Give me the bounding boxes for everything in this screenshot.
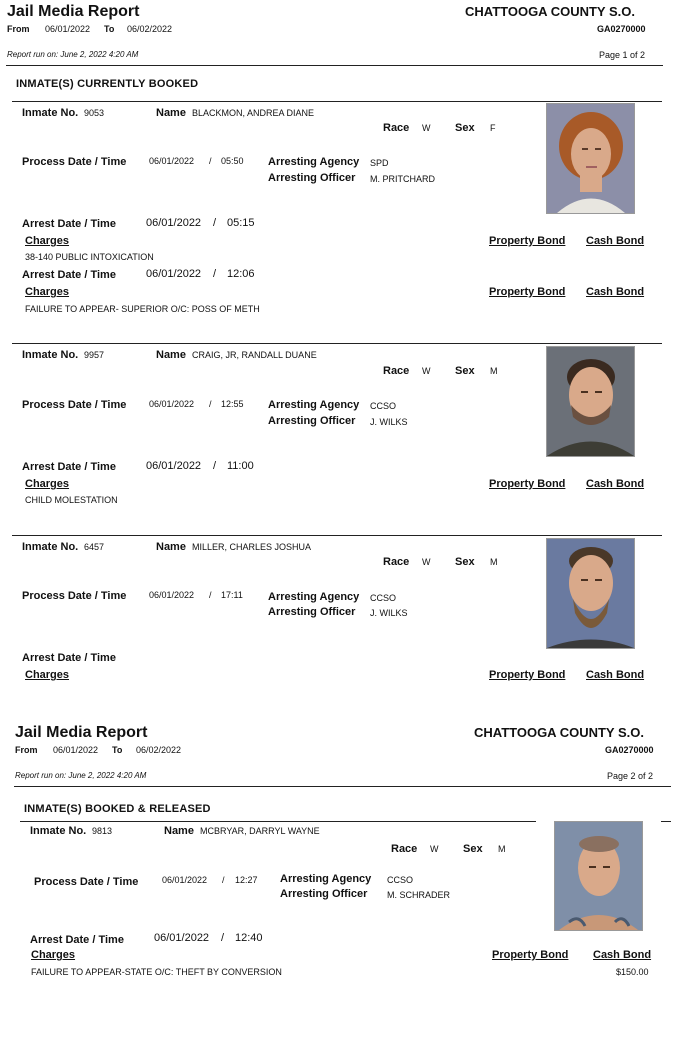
race-label: Race (383, 556, 410, 568)
inmate-name: MCBRYAR, DARRYL WAYNE (200, 826, 320, 836)
arresting-agency-label: Arresting Agency (268, 591, 360, 603)
name-label: Name (156, 541, 186, 553)
divider (20, 821, 536, 822)
agency-name: CHATTOOGA COUNTY S.O. (474, 725, 644, 740)
name-label: Name (164, 825, 194, 837)
to-date: 06/02/2022 (127, 24, 173, 34)
arrest-date: 06/01/2022 (154, 932, 210, 944)
arresting-agency-label: Arresting Agency (268, 399, 360, 411)
sex-value: M (498, 844, 506, 854)
cash-bond-label: Cash Bond (586, 478, 645, 490)
agency-name: CHATTOOGA COUNTY S.O. (465, 4, 635, 19)
cash-bond-label: Cash Bond (586, 669, 645, 681)
agency-code: GA0270000 (597, 24, 646, 34)
arrest-label: Arrest Date / Time (22, 652, 116, 664)
sex-value: M (490, 557, 498, 567)
arresting-officer-label: Arresting Officer (280, 888, 368, 900)
race-label: Race (391, 843, 418, 855)
race-value: W (422, 366, 431, 376)
inmate-no-label: Inmate No. (22, 107, 79, 119)
property-bond-label: Property Bond (492, 949, 569, 961)
sex-value: M (490, 366, 498, 376)
mugshot-photo (554, 821, 643, 931)
slash: / (209, 590, 212, 600)
divider (12, 101, 662, 102)
charges-label: Charges (31, 949, 76, 961)
to-label: To (104, 24, 115, 34)
name-label: Name (156, 107, 186, 119)
arrest-time: 12:40 (235, 932, 263, 944)
cash-bond-label: Cash Bond (586, 235, 645, 247)
cash-bond-label: Cash Bond (586, 286, 645, 298)
name-label: Name (156, 349, 186, 361)
report-run-on: Report run on: June 2, 2022 4:20 AM (15, 771, 147, 780)
sex-label: Sex (455, 556, 475, 568)
slash: / (209, 156, 212, 166)
race-value: W (422, 557, 431, 567)
arresting-agency-label: Arresting Agency (280, 873, 372, 885)
section-heading: INMATE(S) BOOKED & RELEASED (24, 803, 211, 815)
arrest-label: Arrest Date / Time (22, 218, 116, 230)
process-date: 06/01/2022 (162, 875, 208, 885)
property-bond-label: Property Bond (489, 669, 566, 681)
section-heading: INMATE(S) CURRENTLY BOOKED (16, 78, 199, 90)
process-date: 06/01/2022 (149, 590, 195, 600)
property-bond-label: Property Bond (489, 478, 566, 490)
slash: / (213, 268, 217, 280)
process-time: 17:11 (221, 590, 243, 600)
property-bond-label: Property Bond (489, 286, 566, 298)
sex-value: F (490, 123, 496, 133)
inmate-name: MILLER, CHARLES JOSHUA (192, 542, 312, 552)
process-label: Process Date / Time (22, 156, 127, 168)
to-label: To (112, 745, 123, 755)
process-time: 05:50 (221, 156, 244, 166)
report-run-on: Report run on: June 2, 2022 4:20 AM (7, 50, 139, 59)
arresting-officer: M. PRITCHARD (370, 174, 435, 184)
page-number: Page 1 of 2 (599, 50, 646, 60)
race-label: Race (383, 122, 410, 134)
arresting-agency: CCSO (370, 593, 397, 603)
process-time: 12:27 (235, 875, 258, 885)
mugshot-photo (546, 103, 635, 214)
sex-label: Sex (463, 843, 483, 855)
inmate-no: 6457 (84, 542, 105, 552)
arresting-agency-label: Arresting Agency (268, 156, 360, 168)
from-date: 06/01/2022 (53, 745, 99, 755)
report-title: Jail Media Report (15, 724, 148, 741)
charges-label: Charges (25, 286, 70, 298)
race-value: W (430, 844, 439, 854)
mugshot-photo (546, 538, 635, 649)
inmate-no-label: Inmate No. (30, 825, 87, 837)
inmate-no-label: Inmate No. (22, 349, 79, 361)
charges-label: Charges (25, 669, 70, 681)
divider (6, 65, 663, 66)
divider (12, 343, 662, 344)
process-date: 06/01/2022 (149, 399, 195, 409)
arrest-label: Arrest Date / Time (22, 461, 116, 473)
charge-text: FAILURE TO APPEAR-STATE O/C: THEFT BY CONVERSION (31, 967, 282, 977)
process-label: Process Date / Time (34, 876, 139, 888)
slash: / (213, 217, 217, 229)
arresting-officer: J. WILKS (370, 608, 408, 618)
page-number: Page 2 of 2 (607, 771, 654, 781)
divider (12, 535, 662, 536)
slash: / (209, 399, 212, 409)
report-title: Jail Media Report (7, 3, 140, 20)
inmate-no-label: Inmate No. (22, 541, 79, 553)
arrest-time: 12:06 (227, 268, 255, 280)
to-date: 06/02/2022 (136, 745, 182, 755)
charges-label: Charges (25, 235, 70, 247)
from-label: From (7, 24, 30, 34)
slash: / (222, 875, 225, 885)
slash: / (221, 932, 225, 944)
sex-label: Sex (455, 122, 475, 134)
arresting-officer-label: Arresting Officer (268, 415, 356, 427)
charges-label: Charges (25, 478, 70, 490)
from-date: 06/01/2022 (45, 24, 91, 34)
inmate-name: BLACKMON, ANDREA DIANE (192, 108, 315, 118)
arresting-officer-label: Arresting Officer (268, 606, 356, 618)
race-label: Race (383, 365, 410, 377)
arrest-time: 11:00 (227, 460, 254, 472)
mugshot-photo (546, 346, 635, 457)
cash-bond-amount: $150.00 (616, 967, 649, 977)
process-label: Process Date / Time (22, 590, 127, 602)
arresting-agency: CCSO (370, 401, 397, 411)
arrest-date: 06/01/2022 (146, 217, 202, 229)
divider (661, 821, 671, 822)
property-bond-label: Property Bond (489, 235, 566, 247)
divider (14, 786, 671, 787)
arrest-label: Arrest Date / Time (30, 934, 124, 946)
sex-label: Sex (455, 365, 475, 377)
arrest-label: Arrest Date / Time (22, 269, 116, 281)
cash-bond-label: Cash Bond (593, 949, 652, 961)
agency-code: GA0270000 (605, 745, 654, 755)
process-label: Process Date / Time (22, 399, 127, 411)
process-date: 06/01/2022 (149, 156, 195, 166)
arrest-time: 05:15 (227, 217, 255, 229)
inmate-no: 9957 (84, 350, 105, 360)
race-value: W (422, 123, 431, 133)
slash: / (213, 460, 217, 472)
arresting-agency: SPD (370, 158, 389, 168)
arresting-agency: CCSO (387, 875, 414, 885)
inmate-name: CRAIG, JR, RANDALL DUANE (192, 350, 317, 360)
arrest-date: 06/01/2022 (146, 268, 202, 280)
arrest-date: 06/01/2022 (146, 460, 202, 472)
charge-text: 38-140 PUBLIC INTOXICATION (25, 252, 154, 262)
charge-text: FAILURE TO APPEAR- SUPERIOR O/C: POSS OF METH (25, 304, 260, 314)
inmate-no: 9053 (84, 108, 105, 118)
inmate-no: 9813 (92, 826, 113, 836)
arresting-officer-label: Arresting Officer (268, 172, 356, 184)
charge-text: CHILD MOLESTATION (25, 495, 118, 505)
arresting-officer: J. WILKS (370, 417, 408, 427)
process-time: 12:55 (221, 399, 244, 409)
arresting-officer: M. SCHRADER (387, 890, 451, 900)
from-label: From (15, 745, 38, 755)
